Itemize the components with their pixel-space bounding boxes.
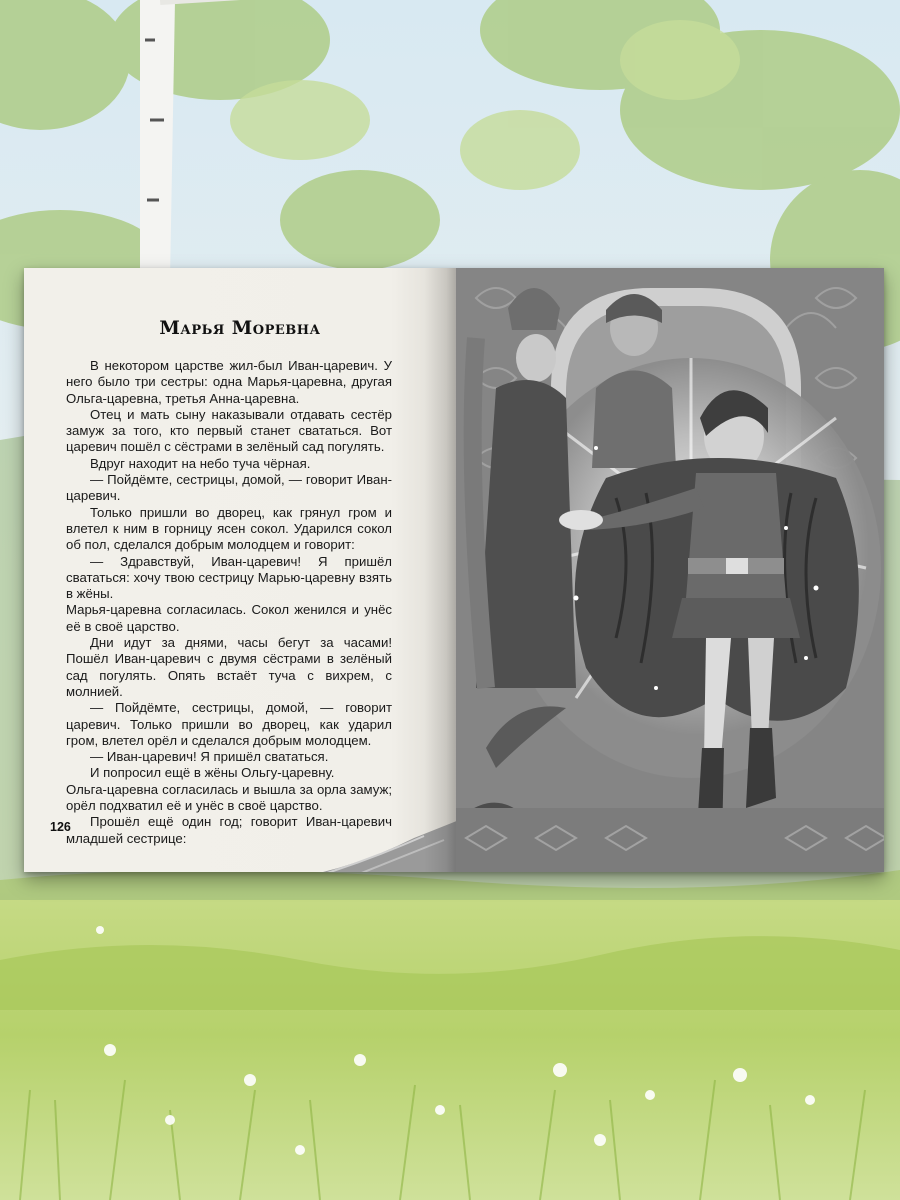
left-page	[24, 268, 456, 872]
page-number: 126	[50, 820, 71, 834]
paragraph: Прошёл ещё один год; говорит Иван-царевич младшей сестрице:	[66, 814, 392, 846]
right-page	[456, 268, 884, 872]
paragraph: — Пойдёмте, сестрицы, домой, — говорит Иван-царевич.	[66, 472, 392, 504]
gutter-shadow	[424, 268, 456, 872]
paragraph: — Иван-царевич! Я пришёл свататься.	[90, 749, 329, 765]
paragraph: Дни идут за днями, часы бегут за часами! Пошёл Иван-царевич с двумя сёстрами в зелёный сад погулять. Опять встаёт туча с вихрем, с молнией.	[66, 635, 392, 699]
paragraph: И попросил ещё в жёны Ольгу-царевну.	[90, 765, 335, 781]
illustration	[456, 268, 884, 872]
paragraph: В некотором царстве жил-был Иван-царевич. У него было три сестры: одна Марья-царевна, другая Ольга-царевна, третья Анна-царевна.	[66, 358, 392, 406]
story-text	[66, 358, 392, 847]
paragraph: Ольга-царевна согласилась и вышла за орла замуж; орёл подхватил её и унёс в своё царство.	[66, 781, 392, 814]
paragraph: Марья-царевна согласилась. Сокол женился и унёс её в своё царство.	[66, 602, 392, 634]
paragraph: Только пришли во дворец, как грянул гром и влетел к ним в горницу ясен сокол. Ударился сокол об пол, сделался добрым молодцем и говорит:	[66, 504, 392, 553]
story-title: Марья Моревна	[159, 318, 321, 339]
paragraph: Отец и мать сыну наказывали отдавать сестёр замуж за того, кто первый станет свататься. Вот царевич пошёл с сёстрами в зелёный сад погулять.	[66, 406, 392, 455]
open-book	[24, 268, 884, 872]
paragraph: Вдруг находит на небо туча чёрная.	[90, 455, 311, 471]
paragraph: — Пойдёмте, сестрицы, домой, — говорит царевич. Только пришли во дворец, как ударил гром, влетел орёл и сделался добрым молодцем.	[66, 700, 392, 748]
paragraph: — Здравствуй, Иван-царевич! Я пришёл свататься: хочу твою сестрицу Марью-царевну взять в жёны.	[66, 553, 392, 602]
